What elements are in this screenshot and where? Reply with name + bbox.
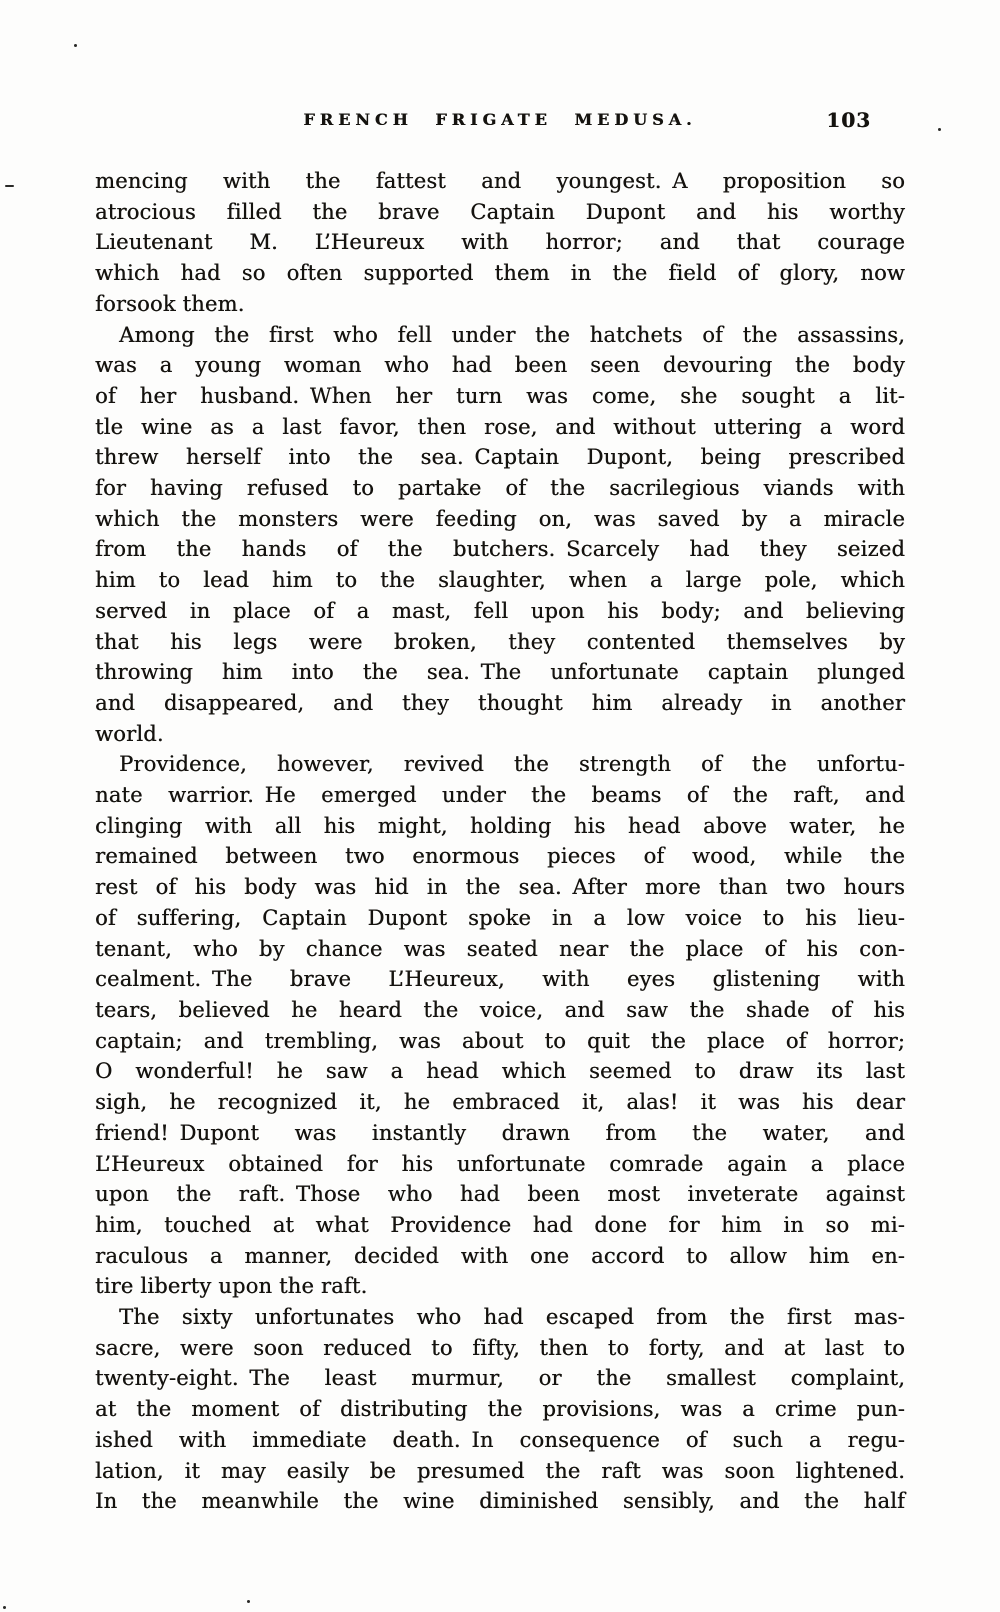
text-line: captain; and trembling, was about to quit the place of horror; bbox=[95, 1028, 905, 1053]
text-line: which the monsters were feeding on, was saved by a miracle bbox=[95, 506, 905, 531]
ink-speck bbox=[3, 1606, 6, 1609]
text-line: threw herself into the sea. Captain Dupont, being prescribed bbox=[95, 445, 905, 470]
ink-speck bbox=[247, 1600, 250, 1603]
text-line: Lieutenant M. L’Heureux with horror; and that courage bbox=[95, 230, 905, 255]
text-line: mencing with the fattest and youngest. A proposition so bbox=[95, 169, 905, 193]
text-line: which had so often supported them in the field of glory, now bbox=[95, 261, 905, 286]
text-line: upon the raft. Those who had been most inveterate against bbox=[95, 1182, 905, 1207]
text-line: tenant, who by chance was seated near the place of his con- bbox=[95, 936, 905, 961]
text-line: and disappeared, and they thought him already in another bbox=[95, 690, 905, 715]
text-line: of suffering, Captain Dupont spoke in a low voice to his lieu- bbox=[95, 905, 905, 930]
text-line: friend! Dupont was instantly drawn from the water, and bbox=[95, 1120, 905, 1145]
text-line: from the hands of the butchers. Scarcely had they seized bbox=[95, 537, 905, 562]
text-line: forsook them. bbox=[95, 291, 245, 316]
text-line: lation, it may easily be presumed the raft was soon lightened. bbox=[95, 1458, 905, 1483]
text-line: for having refused to partake of the sacrilegious viands with bbox=[95, 476, 905, 501]
text-line: Providence, however, revived the strength of the unfortu- bbox=[119, 752, 905, 777]
text-line: him to lead him to the slaughter, when a large pole, which bbox=[95, 568, 905, 593]
ink-speck bbox=[5, 185, 14, 187]
paragraph bbox=[95, 1302, 905, 1517]
text-line: In the meanwhile the wine diminished sensibly, and the half bbox=[95, 1489, 905, 1514]
text-line: that his legs were broken, they contented themselves by bbox=[95, 629, 905, 654]
text-line: tears, believed he heard the voice, and saw the shade of his bbox=[95, 997, 905, 1022]
text-line: remained between two enormous pieces of wood, while the bbox=[95, 844, 905, 869]
text-line: sacre, were soon reduced to fifty, then to forty, and at last to bbox=[95, 1335, 905, 1360]
ink-speck bbox=[938, 128, 941, 131]
text-line: cealment. The brave L’Heureux, with eyes glistening with bbox=[95, 967, 905, 992]
paragraph bbox=[95, 166, 905, 320]
text-line: at the moment of distributing the provisions, was a crime pun- bbox=[95, 1397, 905, 1422]
text-line: The sixty unfortunates who had escaped from the first mas- bbox=[119, 1305, 905, 1330]
text-line: world. bbox=[95, 721, 164, 746]
text-line: of her husband. When her turn was come, she sought a lit- bbox=[95, 383, 905, 408]
text-line: throwing him into the sea. The unfortunate captain plunged bbox=[95, 660, 905, 685]
running-header-title: FRENCH FRIGATE MEDUSA. bbox=[303, 110, 697, 129]
text-line: O wonderful! he saw a head which seemed to draw its last bbox=[95, 1059, 905, 1084]
ink-speck bbox=[74, 44, 77, 47]
text-line: ished with immediate death. In consequence of such a regu- bbox=[95, 1427, 905, 1452]
text-line: atrocious filled the brave Captain Dupont and his worthy bbox=[95, 199, 905, 224]
text-line: raculous a manner, decided with one accord to allow him en- bbox=[95, 1243, 905, 1268]
text-line: nate warrior. He emerged under the beams of the raft, and bbox=[95, 783, 905, 808]
text-line: tire liberty upon the raft. bbox=[95, 1274, 368, 1299]
text-line: served in place of a mast, fell upon his body; and believing bbox=[95, 598, 905, 623]
text-line: was a young woman who had been seen devouring the body bbox=[95, 353, 905, 378]
text-line: clinging with all his might, holding his head above water, he bbox=[95, 813, 905, 838]
text-line: him, touched at what Providence had done for him in so mi- bbox=[95, 1212, 905, 1237]
text-line: twenty-eight. The least murmur, or the smallest complaint, bbox=[95, 1366, 905, 1391]
text-line: sigh, he recognized it, he embraced it, alas! it was his dear bbox=[95, 1090, 905, 1115]
text-line: rest of his body was hid in the sea. After more than two hours bbox=[95, 875, 905, 900]
page-number: 103 bbox=[826, 108, 871, 132]
text-line: tle wine as a last favor, then rose, and without uttering a word bbox=[95, 414, 905, 439]
paragraph bbox=[95, 749, 905, 1302]
text-line: Among the first who fell under the hatchets of the assassins, bbox=[119, 322, 905, 347]
running-header bbox=[95, 110, 905, 136]
page-body bbox=[95, 166, 905, 1517]
text-line: L’Heureux obtained for his unfortunate comrade again a place bbox=[95, 1151, 905, 1176]
paragraph bbox=[95, 320, 905, 750]
